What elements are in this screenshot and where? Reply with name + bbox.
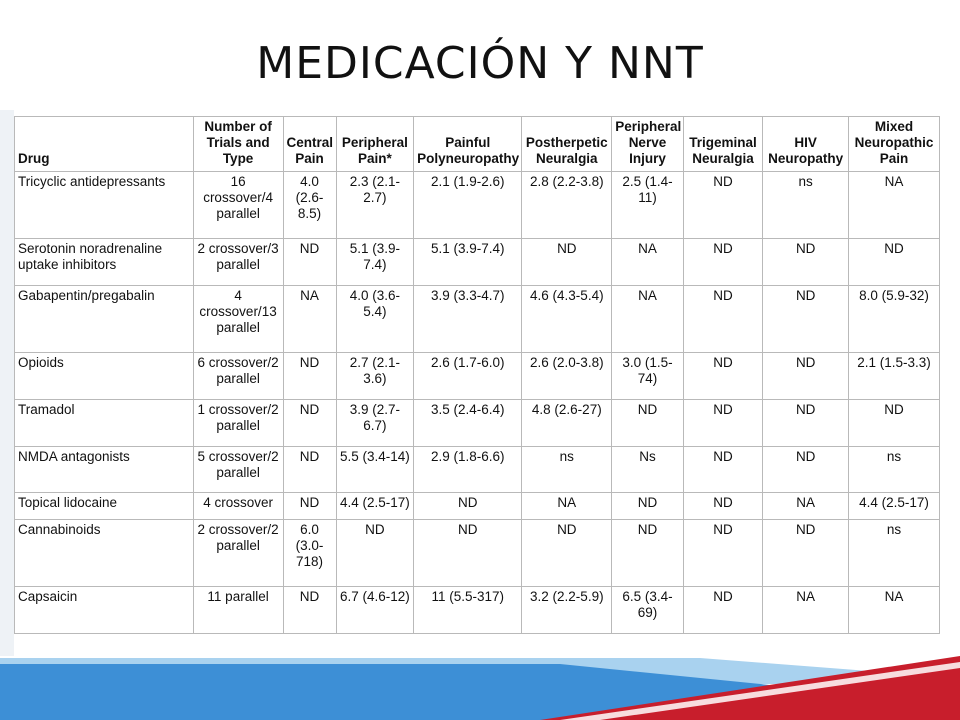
table-cell: ns bbox=[763, 172, 849, 239]
table-cell: NA bbox=[849, 587, 940, 634]
drug-name-cell: Tricyclic antidepressants bbox=[15, 172, 194, 239]
table-cell: 2.5 (1.4-11) bbox=[612, 172, 683, 239]
table-row bbox=[15, 239, 940, 286]
table-body bbox=[15, 172, 940, 634]
drug-name-cell: Gabapentin/pregabalin bbox=[15, 285, 194, 352]
table-cell: ND bbox=[849, 239, 940, 286]
table-cell: ND bbox=[283, 493, 336, 520]
table-cell: 4.0 (2.6-8.5) bbox=[283, 172, 336, 239]
table-cell: ND bbox=[763, 446, 849, 493]
footer-decoration bbox=[0, 650, 960, 720]
table-row bbox=[15, 172, 940, 239]
table-cell: ND bbox=[612, 399, 683, 446]
table-cell: 2.8 (2.2-3.8) bbox=[522, 172, 612, 239]
table-cell: ND bbox=[283, 239, 336, 286]
table-cell: 6.7 (4.6-12) bbox=[336, 587, 414, 634]
table-row bbox=[15, 493, 940, 520]
table-cell: 5.1 (3.9-7.4) bbox=[414, 239, 522, 286]
header-hiv-neuropathy: HIV Neuropathy bbox=[763, 117, 849, 172]
drug-name-cell: Cannabinoids bbox=[15, 520, 194, 587]
drug-name-cell: Opioids bbox=[15, 352, 194, 399]
header-drug: Drug bbox=[15, 117, 194, 172]
table-cell: ND bbox=[683, 520, 763, 587]
table-cell: ND bbox=[763, 285, 849, 352]
table-cell: ns bbox=[849, 446, 940, 493]
table-cell: ND bbox=[283, 399, 336, 446]
table-cell: ND bbox=[414, 493, 522, 520]
table-cell: 2.6 (1.7-6.0) bbox=[414, 352, 522, 399]
table-cell: 2.1 (1.9-2.6) bbox=[414, 172, 522, 239]
table-cell: 1 crossover/2 parallel bbox=[193, 399, 283, 446]
table-cell: NA bbox=[612, 239, 683, 286]
table-cell: 8.0 (5.9-32) bbox=[849, 285, 940, 352]
table-cell: 2.6 (2.0-3.8) bbox=[522, 352, 612, 399]
table-cell: 4.4 (2.5-17) bbox=[336, 493, 414, 520]
table-cell: 3.9 (2.7-6.7) bbox=[336, 399, 414, 446]
table-cell: NA bbox=[763, 493, 849, 520]
table-row bbox=[15, 399, 940, 446]
header-mixed-neuropathic-pain: Mixed Neuropathic Pain bbox=[849, 117, 940, 172]
table-cell: 5.5 (3.4-14) bbox=[336, 446, 414, 493]
table-cell: ND bbox=[683, 285, 763, 352]
table-row bbox=[15, 520, 940, 587]
drug-name-cell: Serotonin noradrenaline uptake inhibitors bbox=[15, 239, 194, 286]
table-cell: 11 parallel bbox=[193, 587, 283, 634]
table-cell: ND bbox=[612, 493, 683, 520]
table-cell: ND bbox=[283, 446, 336, 493]
table-cell: NA bbox=[522, 493, 612, 520]
table-cell: NA bbox=[849, 172, 940, 239]
table-cell: ND bbox=[336, 520, 414, 587]
table-cell: ns bbox=[522, 446, 612, 493]
table-row bbox=[15, 587, 940, 634]
table-cell: 16 crossover/4 parallel bbox=[193, 172, 283, 239]
table-cell: ND bbox=[522, 520, 612, 587]
table-cell: ND bbox=[612, 520, 683, 587]
table-cell: 3.5 (2.4-6.4) bbox=[414, 399, 522, 446]
table-cell: 4.8 (2.6-27) bbox=[522, 399, 612, 446]
header-trials: Number of Trials and Type bbox=[193, 117, 283, 172]
table-cell: 11 (5.5-317) bbox=[414, 587, 522, 634]
table-cell: 3.9 (3.3-4.7) bbox=[414, 285, 522, 352]
table-cell: 4.4 (2.5-17) bbox=[849, 493, 940, 520]
table-cell: ns bbox=[849, 520, 940, 587]
table-cell: ND bbox=[683, 172, 763, 239]
table-cell: ND bbox=[414, 520, 522, 587]
table-cell: 2.7 (2.1-3.6) bbox=[336, 352, 414, 399]
table-cell: 3.2 (2.2-5.9) bbox=[522, 587, 612, 634]
header-painful-polyneuropathy: Painful Polyneuropathy bbox=[414, 117, 522, 172]
header-trigeminal-neuralgia: Trigeminal Neuralgia bbox=[683, 117, 763, 172]
table-row bbox=[15, 352, 940, 399]
table-cell: 4 crossover bbox=[193, 493, 283, 520]
header-central-pain: Central Pain bbox=[283, 117, 336, 172]
table-cell: 6.5 (3.4-69) bbox=[612, 587, 683, 634]
drug-name-cell: Tramadol bbox=[15, 399, 194, 446]
table-cell: Ns bbox=[612, 446, 683, 493]
table-cell: ND bbox=[683, 399, 763, 446]
table-cell: ND bbox=[283, 587, 336, 634]
table-cell: ND bbox=[683, 352, 763, 399]
table-cell: ND bbox=[683, 493, 763, 520]
table-cell: ND bbox=[522, 239, 612, 286]
table-row bbox=[15, 285, 940, 352]
table-cell: ND bbox=[763, 352, 849, 399]
nnt-table bbox=[14, 116, 940, 634]
table-cell: 4.0 (3.6-5.4) bbox=[336, 285, 414, 352]
table-cell: 2.9 (1.8-6.6) bbox=[414, 446, 522, 493]
table-cell: 2.1 (1.5-3.3) bbox=[849, 352, 940, 399]
table-cell: ND bbox=[763, 520, 849, 587]
header-peripheral-nerve-injury: Peripheral Nerve Injury bbox=[612, 117, 683, 172]
drug-name-cell: Capsaicin bbox=[15, 587, 194, 634]
table-cell: 5.1 (3.9-7.4) bbox=[336, 239, 414, 286]
nnt-table-container bbox=[14, 116, 940, 634]
table-cell: ND bbox=[683, 239, 763, 286]
table-cell: ND bbox=[763, 399, 849, 446]
table-header-row bbox=[15, 117, 940, 172]
table-cell: ND bbox=[849, 399, 940, 446]
table-cell: NA bbox=[283, 285, 336, 352]
table-cell: ND bbox=[683, 446, 763, 493]
table-cell: ND bbox=[283, 352, 336, 399]
table-cell: 3.0 (1.5-74) bbox=[612, 352, 683, 399]
table-cell: 4.6 (4.3-5.4) bbox=[522, 285, 612, 352]
drug-name-cell: Topical lidocaine bbox=[15, 493, 194, 520]
table-cell: 6.0 (3.0-718) bbox=[283, 520, 336, 587]
table-cell: 4 crossover/13 parallel bbox=[193, 285, 283, 352]
table-cell: NA bbox=[612, 285, 683, 352]
table-cell: 6 crossover/2 parallel bbox=[193, 352, 283, 399]
header-postherpetic-neuralgia: Postherpetic Neuralgia bbox=[522, 117, 612, 172]
table-cell: 2.3 (2.1-2.7) bbox=[336, 172, 414, 239]
header-peripheral-pain: Peripheral Pain* bbox=[336, 117, 414, 172]
table-cell: NA bbox=[763, 587, 849, 634]
table-row bbox=[15, 446, 940, 493]
slide-title: MEDICACIÓN Y NNT bbox=[256, 38, 704, 89]
table-cell: 2 crossover/3 parallel bbox=[193, 239, 283, 286]
table-cell: ND bbox=[683, 587, 763, 634]
left-edge-band bbox=[0, 110, 14, 656]
drug-name-cell: NMDA antagonists bbox=[15, 446, 194, 493]
table-cell: 2 crossover/2 parallel bbox=[193, 520, 283, 587]
table-cell: ND bbox=[763, 239, 849, 286]
table-cell: 5 crossover/2 parallel bbox=[193, 446, 283, 493]
